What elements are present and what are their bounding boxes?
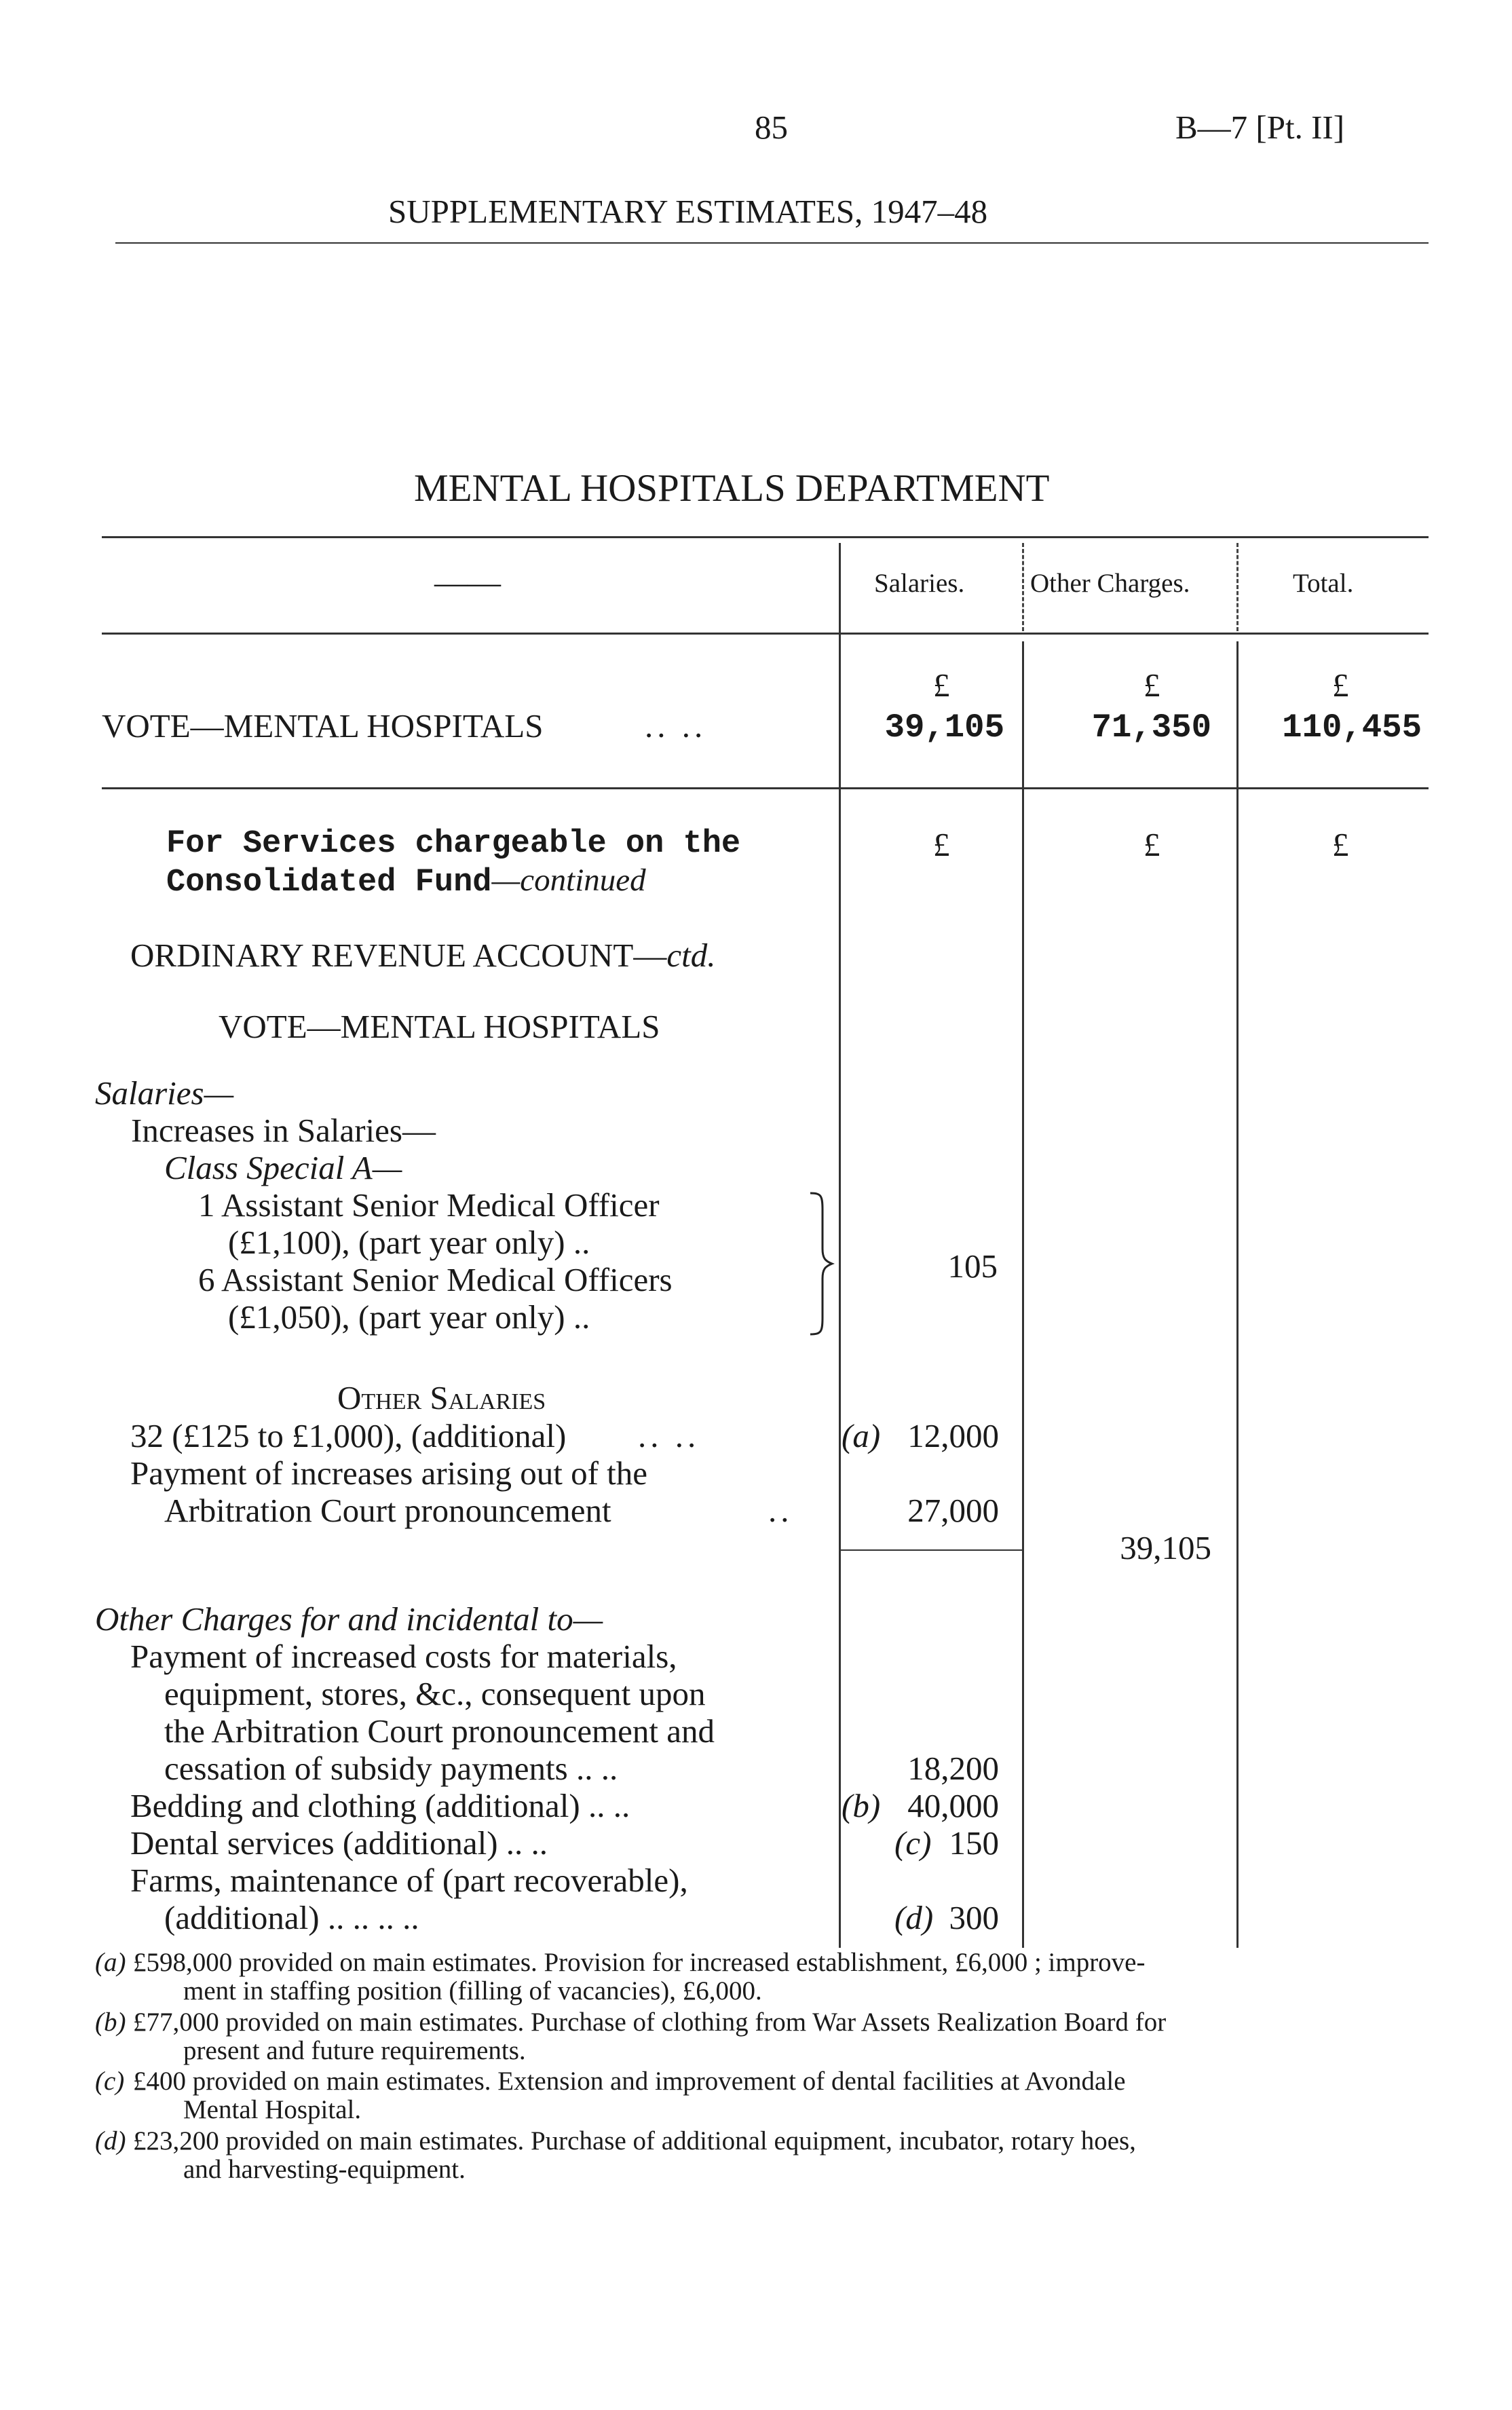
blank-column-header: —— bbox=[434, 563, 501, 601]
other-charge-item2: Bedding and clothing (additional) .. .. bbox=[130, 1787, 630, 1824]
vote-subheading: VOTE—MENTAL HOSPITALS bbox=[219, 1008, 660, 1045]
footnote-ref-b: (b) bbox=[842, 1787, 881, 1824]
footnote-ref-d: (d) bbox=[894, 1899, 934, 1936]
footnote-b-line2: present and future requirements. bbox=[183, 2036, 526, 2065]
other-charge-item1-line3: the Arbitration Court pronouncement and bbox=[164, 1712, 715, 1750]
section-currency-salaries: £ bbox=[933, 826, 950, 863]
footnote-c-mark: (c) bbox=[95, 2067, 125, 2096]
document-reference: B—7 [Pt. II] bbox=[1175, 109, 1345, 146]
other-salary-item1: 32 (£125 to £1,000), (additional) bbox=[130, 1417, 567, 1454]
other-charge-item4-line2: (additional) .. .. .. .. bbox=[164, 1899, 419, 1936]
vote-salaries-amount: 39,105 bbox=[884, 709, 1004, 747]
section-heading-suffix: —continued bbox=[491, 863, 646, 898]
other-salary-item1-amount: 12,000 bbox=[907, 1417, 999, 1454]
other-charge-item1-line2: equipment, stores, &c., consequent upon bbox=[164, 1675, 706, 1712]
other-salary-item2-dots: .. bbox=[768, 1492, 793, 1529]
column-divider-other-header bbox=[1022, 543, 1024, 631]
vote-label: VOTE—MENTAL HOSPITALS bbox=[102, 707, 544, 745]
vote-leader-dots: .. .. bbox=[645, 707, 707, 745]
salaries-column-header: Salaries. bbox=[874, 569, 965, 598]
currency-total: £ bbox=[1332, 666, 1349, 704]
salaries-subtotal: 39,105 bbox=[1120, 1529, 1211, 1566]
salaries-subtotal-rule bbox=[841, 1549, 1023, 1551]
account-heading-suffix: ctd. bbox=[666, 937, 716, 974]
summary-rule bbox=[102, 787, 1429, 789]
footnote-a-line2: ment in staffing position (filling of vacancies), £6,000. bbox=[183, 1976, 762, 2006]
other-salary-item2-line2: Arbitration Court pronouncement bbox=[164, 1492, 611, 1529]
column-divider-salaries bbox=[839, 543, 841, 1948]
other-charge-item1-amount: 18,200 bbox=[907, 1750, 999, 1787]
column-divider-total bbox=[1236, 641, 1239, 1948]
footnote-a-line1: £598,000 provided on main estimates. Provision for increased establishment, £6,000 ; improve- bbox=[133, 1948, 1146, 1977]
other-charge-item1-line1: Payment of increased costs for materials, bbox=[130, 1638, 677, 1675]
currency-salaries: £ bbox=[933, 666, 950, 704]
total-column-header: Total. bbox=[1293, 569, 1354, 598]
column-divider-other bbox=[1022, 641, 1024, 1948]
footnote-d-mark: (d) bbox=[95, 2126, 126, 2155]
other-charge-item4-line1: Farms, maintenance of (part recoverable), bbox=[130, 1862, 688, 1899]
other-salaries-heading: Other Salaries bbox=[337, 1379, 546, 1416]
footnote-ref-a: (a) bbox=[842, 1417, 881, 1454]
other-charges-heading: Other Charges for and incidental to— bbox=[95, 1600, 603, 1638]
footnote-b-line1: £77,000 provided on main estimates. Purchase of clothing from War Assets Realization Board for bbox=[133, 2008, 1167, 2037]
salary-item1-line2: (£1,100), (part year only) .. bbox=[228, 1224, 590, 1261]
section-heading-fund: Consolidated Fund bbox=[166, 865, 492, 901]
other-charge-item3: Dental services (additional) .. .. bbox=[130, 1824, 548, 1862]
header-rule bbox=[115, 242, 1429, 244]
other-salary-item1-dots: .. .. bbox=[638, 1417, 700, 1454]
increases-heading: Increases in Salaries— bbox=[131, 1112, 436, 1149]
other-charge-item4-amount: 300 bbox=[949, 1899, 999, 1936]
table-header-rule bbox=[102, 633, 1429, 635]
class-heading: Class Special A— bbox=[164, 1149, 402, 1186]
footnote-c-line2: Mental Hospital. bbox=[183, 2095, 362, 2124]
footnote-b-mark: (b) bbox=[95, 2008, 126, 2037]
section-heading-line1: For Services chargeable on the bbox=[166, 826, 741, 862]
page-number: 85 bbox=[755, 109, 788, 146]
brace-icon bbox=[808, 1189, 835, 1338]
currency-other: £ bbox=[1144, 666, 1160, 704]
column-divider-total-header bbox=[1236, 543, 1239, 631]
other-salary-item2-line1: Payment of increases arising out of the bbox=[130, 1454, 648, 1492]
class-special-amount: 105 bbox=[947, 1247, 998, 1285]
vote-total-amount: 110,455 bbox=[1282, 709, 1422, 747]
section-heading-line2 bbox=[166, 862, 646, 901]
footnote-d-line2: and harvesting-equipment. bbox=[183, 2155, 466, 2184]
other-charge-item2-amount: 40,000 bbox=[907, 1787, 999, 1824]
page-title: SUPPLEMENTARY ESTIMATES, 1947–48 bbox=[388, 193, 988, 230]
salary-item2-line2: (£1,050), (part year only) .. bbox=[228, 1298, 590, 1336]
other-charges-column-header: Other Charges. bbox=[1030, 569, 1190, 598]
vote-other-charges-amount: 71,350 bbox=[1091, 709, 1211, 747]
section-currency-total: £ bbox=[1332, 826, 1349, 863]
other-charge-item1-line4: cessation of subsidy payments .. .. bbox=[164, 1750, 618, 1787]
footnote-ref-c: (c) bbox=[894, 1824, 932, 1862]
section-currency-other: £ bbox=[1144, 826, 1160, 863]
footnote-c-line1: £400 provided on main estimates. Extension and improvement of dental facilities at Avondale bbox=[133, 2067, 1126, 2096]
salary-item2-line1: 6 Assistant Senior Medical Officers bbox=[198, 1261, 673, 1298]
other-charge-item3-amount: 150 bbox=[949, 1824, 999, 1862]
department-heading: MENTAL HOSPITALS DEPARTMENT bbox=[414, 467, 1050, 510]
account-heading-main: ORDINARY REVENUE ACCOUNT— bbox=[130, 937, 667, 974]
other-salary-item2-amount: 27,000 bbox=[907, 1492, 999, 1529]
account-heading bbox=[130, 937, 716, 975]
footnote-a-mark: (a) bbox=[95, 1948, 126, 1977]
table-top-rule bbox=[102, 536, 1429, 538]
footnote-d-line1: £23,200 provided on main estimates. Purchase of additional equipment, incubator, rotary hoes, bbox=[133, 2126, 1136, 2155]
salaries-heading: Salaries— bbox=[95, 1074, 234, 1112]
salary-item1-line1: 1 Assistant Senior Medical Officer bbox=[198, 1186, 660, 1224]
